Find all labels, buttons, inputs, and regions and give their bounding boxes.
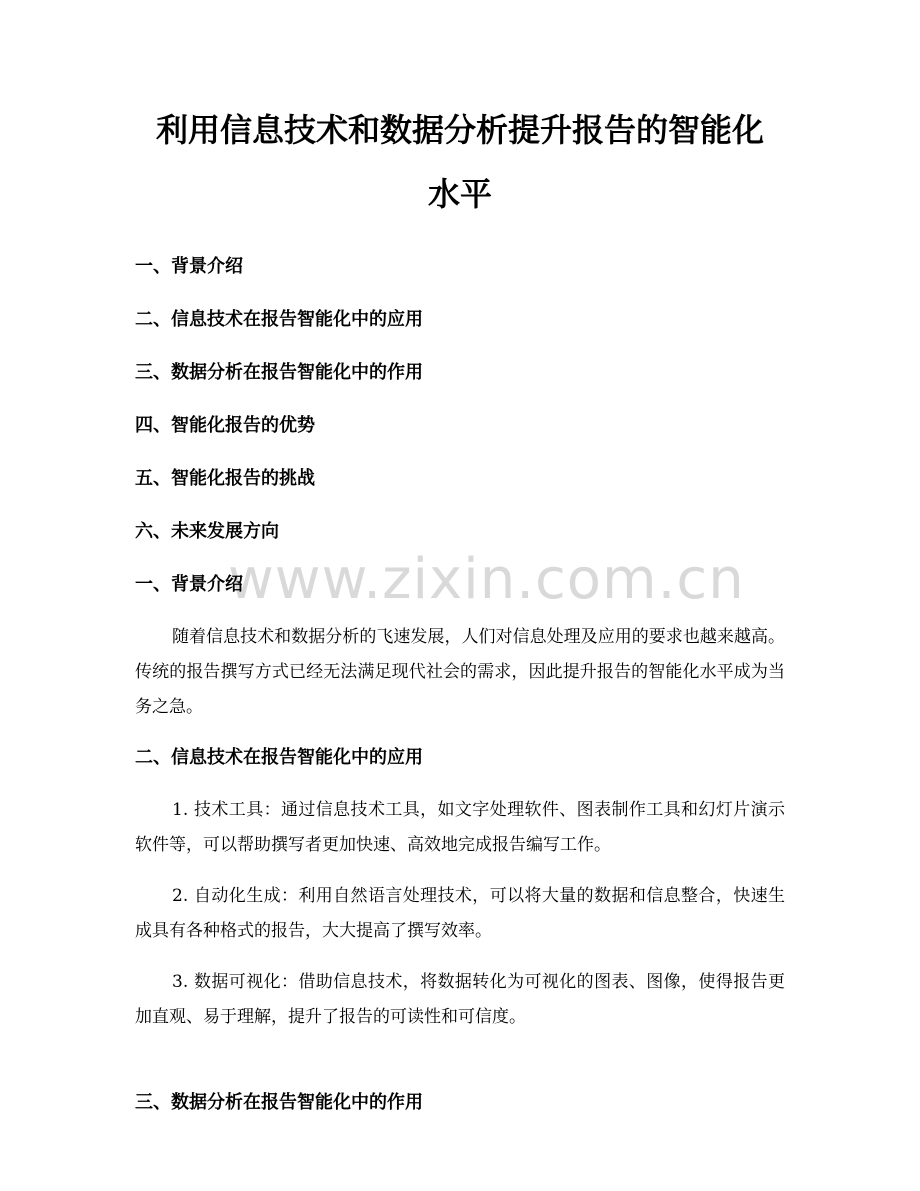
section-paragraph: 2. 自动化生成：利用自然语言处理技术，可以将大量的数据和信息整合，快速生成具有各种格式的报告，大大提高了撰写效率。 [135, 886, 785, 941]
section-paragraph: 随着信息技术和数据分析的飞速发展，人们对信息处理及应用的要求也越来越高。传统的报告撰写方式已经无法满足现代社会的需求，因此提升报告的智能化水平成为当务之急。 [135, 627, 785, 717]
section-heading-data-analysis: 三、数据分析在报告智能化中的作用 [135, 1092, 423, 1113]
watermark: www.zixin.com.cn [228, 547, 745, 612]
toc-item: 四、智能化报告的优势 [135, 415, 315, 436]
section-paragraph: 3. 数据可视化：借助信息技术，将数据转化为可视化的图表、图像，使得报告更加直观、易于理解，提升了报告的可读性和可信度。 [135, 972, 785, 1027]
toc-item: 一、背景介绍 [135, 256, 243, 277]
section-heading-background: 一、背景介绍 [135, 574, 243, 595]
document-title-line-1: 利用信息技术和数据分析提升报告的智能化 [155, 111, 764, 149]
toc-item: 五、智能化报告的挑战 [135, 468, 315, 489]
document-title-line-2: 水平 [427, 175, 492, 213]
section-heading-it-application: 二、信息技术在报告智能化中的应用 [135, 747, 423, 768]
toc-item: 二、信息技术在报告智能化中的应用 [135, 309, 423, 330]
section-paragraph: 1. 技术工具：通过信息技术工具，如文字处理软件、图表制作工具和幻灯片演示软件等，可以帮助撰写者更加快速、高效地完成报告编写工作。 [135, 800, 785, 855]
toc-item: 三、数据分析在报告智能化中的作用 [135, 362, 423, 383]
toc-item: 六、未来发展方向 [135, 521, 279, 542]
